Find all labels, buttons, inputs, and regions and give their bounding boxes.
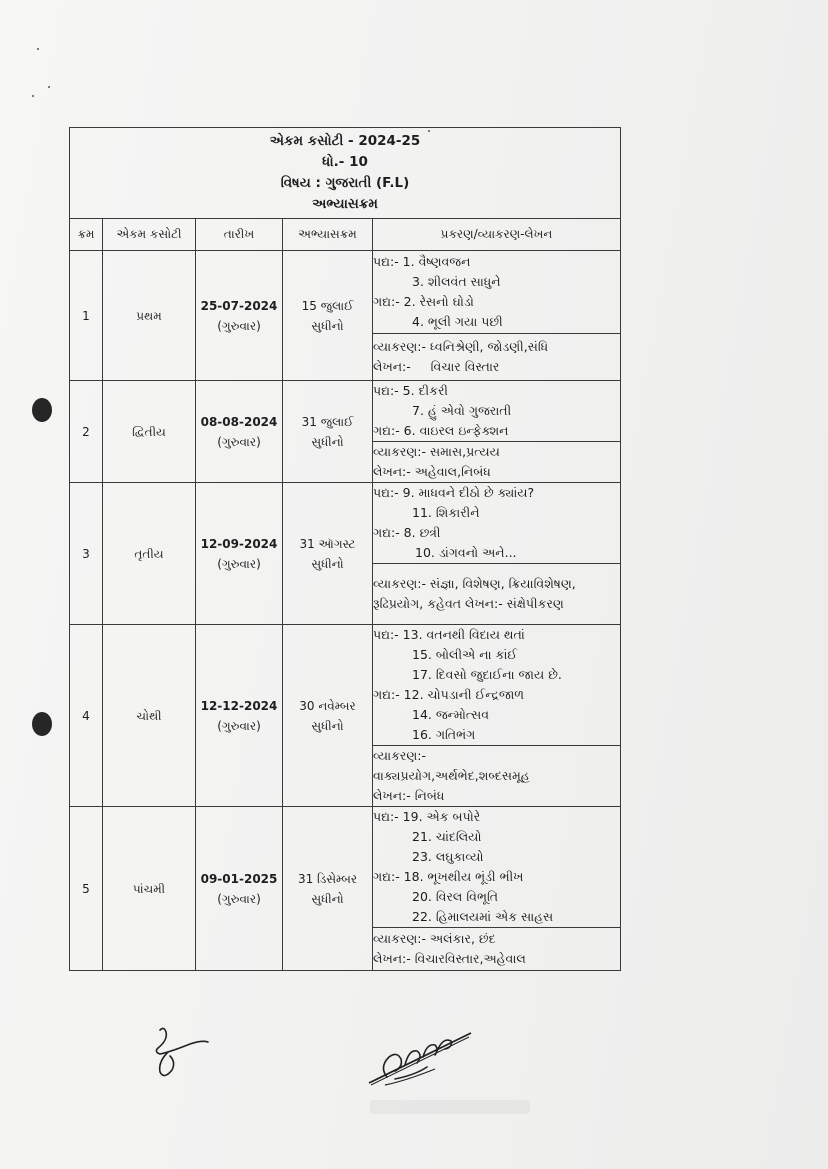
column-header-row [70,219,621,251]
column-header: પ્રકરણ/વ્યાકરણ-લેખન [373,219,621,251]
weekday: (ગુરુવાર) [217,434,261,449]
row-number: 4 [70,625,103,807]
writing-line: રૂઢિપ્રયોગ, કહેવત લેખન:- સંક્ષેપીકરણ [373,596,564,611]
punch-hole [32,398,52,422]
grammar-line: વ્યાકરણ:- ધ્વનિશ્રેણી, જોડણી,સંધિ [373,339,549,354]
table-row [70,625,621,746]
syllabus-date: 30 નવેમ્બર [299,698,356,713]
writing-line: લેખન:- વિચારવિસ્તાર,અહેવાલ [373,951,526,966]
lesson-line: ગદ્ય:- 12. ચોપડાની ઈન્દ્રજાળ [373,687,525,702]
syllabus-suffix: સુધીનો [311,556,344,571]
punch-hole [32,712,52,736]
lesson-line: ગદ્ય:- 8. છત્રી [373,525,441,540]
weekday: (ગુરુવાર) [217,891,261,906]
grammar-cell [373,334,621,381]
writing-line: લેખન:- નિબંધ [373,788,445,803]
lesson-line: પદ્ય:- 9. માધવને દીઠો છે ક્યાંય? [373,485,535,500]
date-value: 12-12-2024 [200,698,278,713]
syllabus-suffix: સુધીનો [311,434,344,449]
lesson-line: 10. ડાંગવનો અને... [415,545,517,560]
test-date [196,381,283,483]
test-name: પાંચમી [103,807,196,971]
syllabus-suffix: સુધીનો [311,718,344,733]
grammar-cell [373,928,621,971]
table-title-row [70,128,621,219]
lessons-cell [373,381,621,442]
faint-show-through [370,1100,530,1114]
test-name: દ્વિતીય [103,381,196,483]
lesson-line: ગદ્ય:- 18. ભૂખથીય ભૂંડી ભીખ [373,869,524,884]
lesson-line: ગદ્ય:- 2. રેસનો ઘોડો [373,294,474,309]
lesson-line: પદ્ય:- 1. વૈષ્ણવજન [373,254,471,269]
weekday: (ગુરુવાર) [217,318,261,333]
lessons-cell [373,807,621,928]
title-standard: ધો.- 10 [322,154,368,170]
test-date [196,251,283,381]
lesson-line: 20. વિરલ વિભૂતિ [412,889,499,904]
table-row [70,483,621,564]
lesson-line: 23. લઘુકાવ્યો [412,849,484,864]
syllabus-until [283,625,373,807]
lesson-line: 21. ચાંદલિયો [412,829,482,844]
syllabus-date: 31 ડિસેમ્બર [297,871,358,886]
grammar-line: વ્યાકરણ:- સમાસ,પ્રત્યય [373,444,500,459]
test-name: ચોથી [103,625,196,807]
title-exam: એકમ કસોટી - 2024-25 [269,133,421,149]
table-row [70,807,621,928]
column-header: તારીખ [196,219,283,251]
grammar-line: વ્યાકરણ:- અલંકાર, છંદ [373,931,496,946]
syllabus-until [283,251,373,381]
column-header: ક્રમ [70,219,103,251]
lesson-line: 4. ભૂલી ગયા પછી [412,314,503,329]
column-header: એકમ કસોટી [103,219,196,251]
test-name: તૃતીય [103,483,196,625]
date-value: 25-07-2024 [200,298,278,313]
handwritten-signature [150,1022,220,1082]
syllabus-table [69,127,621,971]
date-value: 09-01-2025 [200,871,278,886]
lesson-line: 7. હું એવો ગુજરાતી [412,403,512,418]
weekday: (ગુરુવાર) [217,556,261,571]
lessons-cell [373,483,621,564]
lesson-line: પદ્ય:- 13. વતનથી વિદાય થતાં [373,627,525,642]
paper-speck [48,86,50,88]
lessons-cell [373,251,621,334]
syllabus-until [283,381,373,483]
syllabus-date: 15 જુલાઈ [301,298,354,313]
syllabus-date: 31 ઑગસ્ટ [299,536,356,551]
test-date [196,807,283,971]
syllabus-until [283,483,373,625]
table-row [70,381,621,442]
row-number: 3 [70,483,103,625]
paper-speck [32,95,34,97]
date-value: 08-08-2024 [200,414,278,429]
lesson-line: 16. ગતિભંગ [412,727,476,742]
grammar-cell [373,564,621,625]
lesson-line: 3. શીલવંત સાધુને [412,274,501,289]
lesson-line: 11. શિકારીને [412,505,480,520]
syllabus-suffix: સુધીનો [311,318,344,333]
syllabus-date: 31 જુલાઈ [301,414,354,429]
test-date [196,625,283,807]
grammar-cell [373,746,621,807]
test-name: પ્રથમ [103,251,196,381]
lesson-line: ગદ્ય:- 6. વાઇરલ ઇન્ફેક્શન [373,423,509,438]
table-title [70,128,621,219]
handwritten-signature-stamp [365,1027,475,1092]
grammar-line: વાક્યપ્રયોગ,અર્થભેદ,શબ્દસમૂહ [373,768,530,783]
lesson-line: 14. જન્મોત્સવ [412,707,490,722]
title-syllabus: અભ્યાસક્રમ [312,196,378,212]
paper-speck [37,48,39,50]
row-number: 1 [70,251,103,381]
writing-line: લેખન:- અહેવાલ,નિબંધ [373,464,491,479]
test-date [196,483,283,625]
grammar-line: વ્યાકરણ:- સંજ્ઞા, વિશેષણ, ક્રિયાવિશેષણ, [373,576,576,591]
lesson-line: પદ્ય:- 19. એક બપોરે [373,809,481,824]
lesson-line: પદ્ય:- 5. દીકરી [373,383,448,398]
lesson-line: 17. દિવસો જુદાઈના જાય છે. [412,667,562,682]
syllabus-suffix: સુધીનો [311,891,344,906]
grammar-cell [373,442,621,483]
column-header: અભ્યાસક્રમ [283,219,373,251]
date-value: 12-09-2024 [200,536,278,551]
lesson-line: 22. હિમાલયમાં એક સાહસ [412,909,554,924]
table-row [70,251,621,334]
title-subject: વિષય : ગુજરાતી (F.L) [280,175,410,191]
syllabus-until [283,807,373,971]
grammar-line: વ્યાકરણ:- [373,748,427,763]
lesson-line: 15. બોલીએ ના કાંઈ [412,647,518,662]
row-number: 2 [70,381,103,483]
writing-line: લેખન:- વિચાર વિસ્તાર [373,359,500,374]
weekday: (ગુરુવાર) [217,718,261,733]
row-number: 5 [70,807,103,971]
lessons-cell [373,625,621,746]
